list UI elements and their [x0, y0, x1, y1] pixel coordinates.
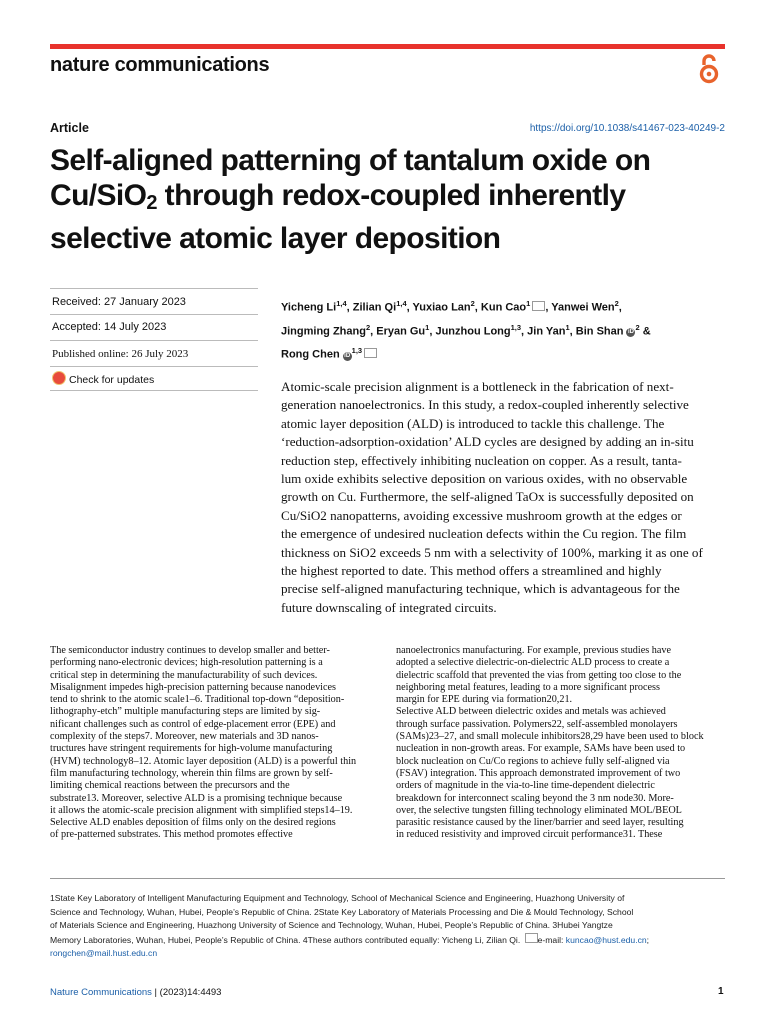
- divider: [50, 340, 258, 341]
- check-updates-button[interactable]: Check for updates: [50, 370, 258, 390]
- received-date: Received: 27 January 2023: [52, 296, 186, 308]
- email-link[interactable]: rongchen@mail.hust.edu.cn: [50, 948, 158, 959]
- author-name: Zilian Qi: [352, 301, 397, 314]
- author-name: Yicheng Li: [281, 301, 337, 314]
- author-name: Bin Shan: [575, 325, 624, 338]
- divider: [50, 314, 258, 315]
- author-name: Rong Chen: [281, 348, 340, 361]
- divider: [50, 366, 258, 367]
- divider: [50, 288, 258, 289]
- check-updates-icon: [52, 371, 66, 385]
- author-name: Eryan Gu: [376, 325, 426, 338]
- mail-icon: [525, 933, 538, 943]
- author-name: Jin Yan: [527, 325, 566, 338]
- body-right-column: nanoelectronics manufacturing. For example, previous studies have adopted a selective dielectric-on-dielectric ALD process to create a dielectric scaffold that prevented the vias from getting too close to the neighboring metal features, leading to a more significant process margin for EPE during via formation20,21. Selective ALD between dielectric oxides and metals was achieved through surface passivation. Polymers22, self-assembled monolayers (SAMs)23–27, and small molecule inhibitors28,29 have been used to block nucleation in non-growth areas. For example, SAMs have been used to block nucleation on Cu/Co regions to achieve fully self-aligned via (FSAV) integration. This approach demonstrated improvement of two orders of magnitude in the via-to-line time-dependent dielectric breakdown for interconnect scaling beyond the 3 nm node30. More- over, the selective tungsten filling technology eliminated MOL/BEOL parasitic resistance caused by the liner/barrier and seed layer, resulting in reduced resistivity and improved circuit performance31. These: [396, 645, 704, 841]
- email-link[interactable]: kuncao@hust.edu.cn: [565, 934, 647, 945]
- orcid-icon[interactable]: iD: [344, 352, 351, 359]
- doi-link[interactable]: https://doi.org/10.1038/s41467-023-40249-2: [529, 123, 725, 134]
- article-type: Article: [50, 121, 89, 135]
- author-name: Kun Cao: [480, 301, 527, 314]
- accepted-date: Accepted: 14 July 2023: [52, 321, 167, 333]
- journal-accent-bar: [50, 44, 725, 49]
- divider: [50, 390, 258, 391]
- author-list: Yicheng Li$^{1,4}$, Zilian Qi$^{1,4}$, Yuxiao Lan$^2$, Kun Cao$^1$ , Yanwei Wen$^2$, Jingming Zhang$^2$, Eryan Gu$^1$, Junzhou Long$^{1,3}$, Jin Yan$^1$, Bin Shan $iD^2$ & Rong Chen iD$^{1,3}$: [281, 299, 651, 361]
- footer-journal-link[interactable]: Nature Communications: [50, 987, 152, 998]
- orcid-icon[interactable]: iD: [627, 329, 634, 336]
- author-name: Yanwei Wen: [551, 301, 615, 314]
- affiliations-footnote: 1State Key Laboratory of Intelligent Manufacturing Equipment and Technology, School of Mechanical Science and Engineering, Huazhong University of Science and Technology, Wuhan, Hubei, People’s Republic of China. 2State Key Laboratory of Materials Processing and Die & Mould Technology, School of Materials Science and Engineering, Huazhong University of Science and Technology, Wuhan, Hubei, People’s Republic of China. 3Hubei Yangtze Memory Laboratories, Wuhan, Hubei, People’s Republic of China. 4These authors contributed equally: Yicheng Li, Zilian Qi. e-mail: kuncao@hust.edu.cn; rongchen@mail.hust.edu.cn: [50, 893, 650, 959]
- mail-icon[interactable]: [532, 301, 545, 311]
- published-date: Published online: 26 July 2023: [52, 348, 189, 360]
- journal-name: nature communications: [50, 54, 270, 76]
- open-access-icon[interactable]: [696, 52, 722, 86]
- article-title: Self-aligned patterning of tantalum oxide on Cu/SiO$_2$ through redox-coupled inherently selective atomic layer deposition: [50, 144, 651, 255]
- page-number: 1: [718, 986, 724, 997]
- page-footer: Nature Communications | (2023)14:4493: [50, 987, 222, 998]
- abstract: Atomic-scale precision alignment is a bottleneck in the fabrication of next- generation nanoelectronics. In this study, a redox-coupled inherently selective atomic layer deposition (ALD) is introduced to tackle this challenge. The ‘reduction-adsorption-oxidation’ ALD cycles are designed by adding an in-situ reduction step, effectively inhibiting nucleation on copper. As a result, tanta- lum oxide exhibits selective deposition on various oxides, with no observable growth on Cu. Furthermore, the self-aligned TaOx is successfully deposited on Cu/SiO2 nanopatterns, avoiding excessive mushroom growth at the edges or the emergence of undesired nucleation defects within the Cu region. The film thickness on SiO2 exceeds 5 nm with a selectivity of 100%, marking it as one of the highest reported to date. This method offers a streamlined and highly precise self-aligned manufacturing technique, which is advantageous for the future downscaling of integrated circuits.: [281, 379, 703, 615]
- author-name: Jingming Zhang: [281, 325, 366, 338]
- author-name: Junzhou Long: [435, 325, 511, 338]
- body-left-column: The semiconductor industry continues to develop smaller and better- performing nano-electronic devices; high-resolution patterning is a critical step in determining the manufacturability of such devices. Misalignment impedes high-precision patterning because nanodevices tend to shrink to the atomic scale1–6. Traditional top-down “deposition- lithography-etch” multiple manufacturing steps are limited by sig- nificant challenges such as control of edge-placement error (EPE) and complexity of the steps7. Moreover, new materials and 3D nanos- tructures have stringent requirements for high-volume manufacturing (HVM) technology8–12. Atomic layer deposition (ALD) is a powerful thin film manufacturing technology, wherein thin films are grown by self- limiting chemical reactions between the precursors and the substrate13. Moreover, selective ALD is a promising technique because it allows the atomic-scale precision alignment with simplified steps14–19. Selective ALD enables deposition of films only on the desired regions of pre-patterned substrates. This method promotes effective: [50, 645, 357, 841]
- mail-icon[interactable]: [364, 348, 377, 358]
- footnote-divider: [50, 878, 725, 879]
- author-name: Yuxiao Lan: [412, 301, 471, 314]
